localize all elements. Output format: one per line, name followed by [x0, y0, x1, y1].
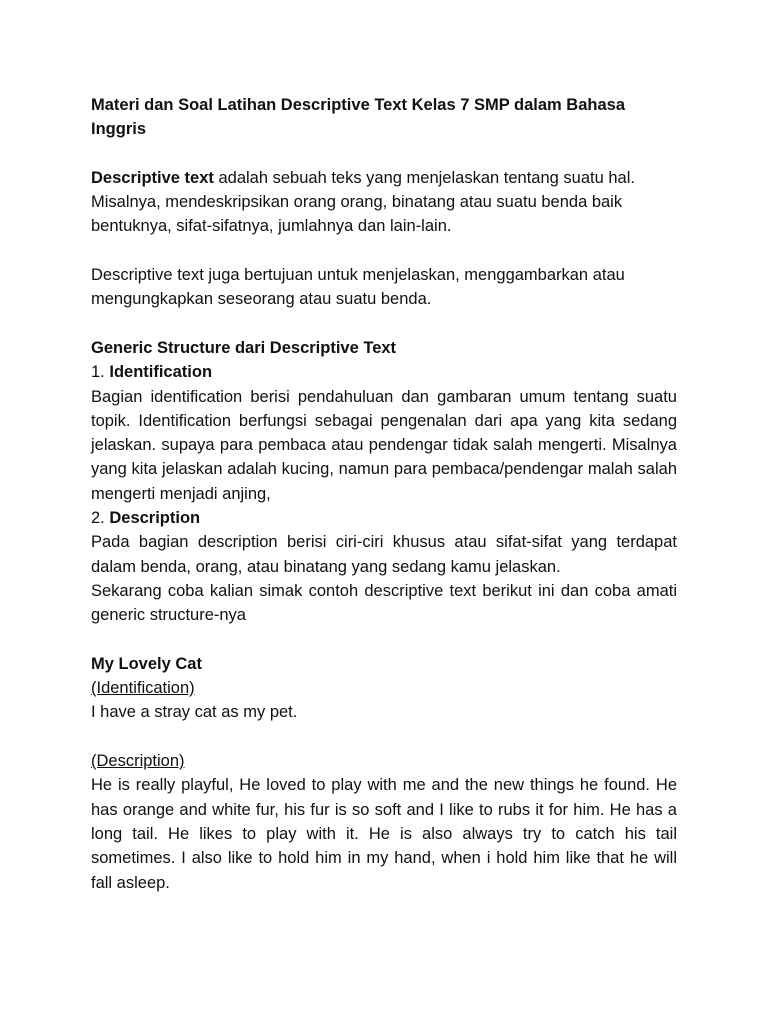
- document-content: [91, 93, 677, 895]
- item-title: Description: [109, 509, 201, 528]
- structure-item-2-text-2: Sekarang coba kalian simak contoh descriptive text berikut ini dan coba amati generic structure-nya: [91, 581, 677, 625]
- identification-text: I have a stray cat as my pet.: [91, 703, 298, 722]
- example-title: My Lovely Cat: [91, 654, 202, 673]
- paragraph-gap: [91, 725, 677, 749]
- item-number: 2.: [91, 509, 110, 528]
- intro-text: adalah sebuah teks yang menjelaskan tentang suatu hal. Misalnya, mendeskripsikan orang orang, binatang atau suatu benda baik bentuknya, sifat-sifatnya, jumlahnya dan lain-lain.: [91, 168, 635, 236]
- structure-item-1-text: Bagian identification berisi pendahuluan dan gambaran umum tentang suatu topik. Identification berfungsi sebagai pengenalan dari apa yang kita sedang jelaskan. supaya para pembaca atau pendengar tidak salah mengerti. Misalnya yang kita jelaskan adalah kucing, namun para pembaca/pendengar malah salah mengerti menjadi anjing,: [91, 387, 677, 503]
- paragraph-gap: [91, 628, 677, 652]
- item-number: 1.: [91, 363, 110, 382]
- paragraph-gap: [91, 142, 677, 166]
- description-label: (Description): [91, 752, 185, 771]
- intro-bold-term: Descriptive text: [91, 168, 214, 187]
- paragraph-gap: [91, 312, 677, 336]
- structure-item-2-text: Pada bagian description berisi ciri-ciri khusus atau sifat-sifat yang terdapat dalam benda, orang, atau binatang yang sedang kamu jelaskan.: [91, 533, 677, 576]
- identification-label: (Identification): [91, 679, 195, 698]
- paragraph-gap: [91, 239, 677, 263]
- structure-item-2-heading: [91, 506, 677, 530]
- intro-paragraph: [91, 166, 677, 239]
- structure-heading: Generic Structure dari Descriptive Text: [91, 338, 397, 357]
- purpose-paragraph: Descriptive text juga bertujuan untuk menjelaskan, menggambarkan atau mengungkapkan seseorang atau suatu benda.: [91, 266, 625, 309]
- document-title: Materi dan Soal Latihan Descriptive Text Kelas 7 SMP dalam Bahasa Inggris: [91, 96, 626, 139]
- item-title: Identification: [109, 363, 213, 382]
- description-text: He is really playful, He loved to play with me and the new things he found. He has orange and white fur, his fur is so soft and I like to rubs it for him. He has a long tail. He likes to play with it. He is also always try to catch his tail sometimes. I also like to hold him in my hand, when i hold him like that he will fall asleep.: [91, 776, 677, 892]
- structure-item-1-heading: [91, 360, 677, 384]
